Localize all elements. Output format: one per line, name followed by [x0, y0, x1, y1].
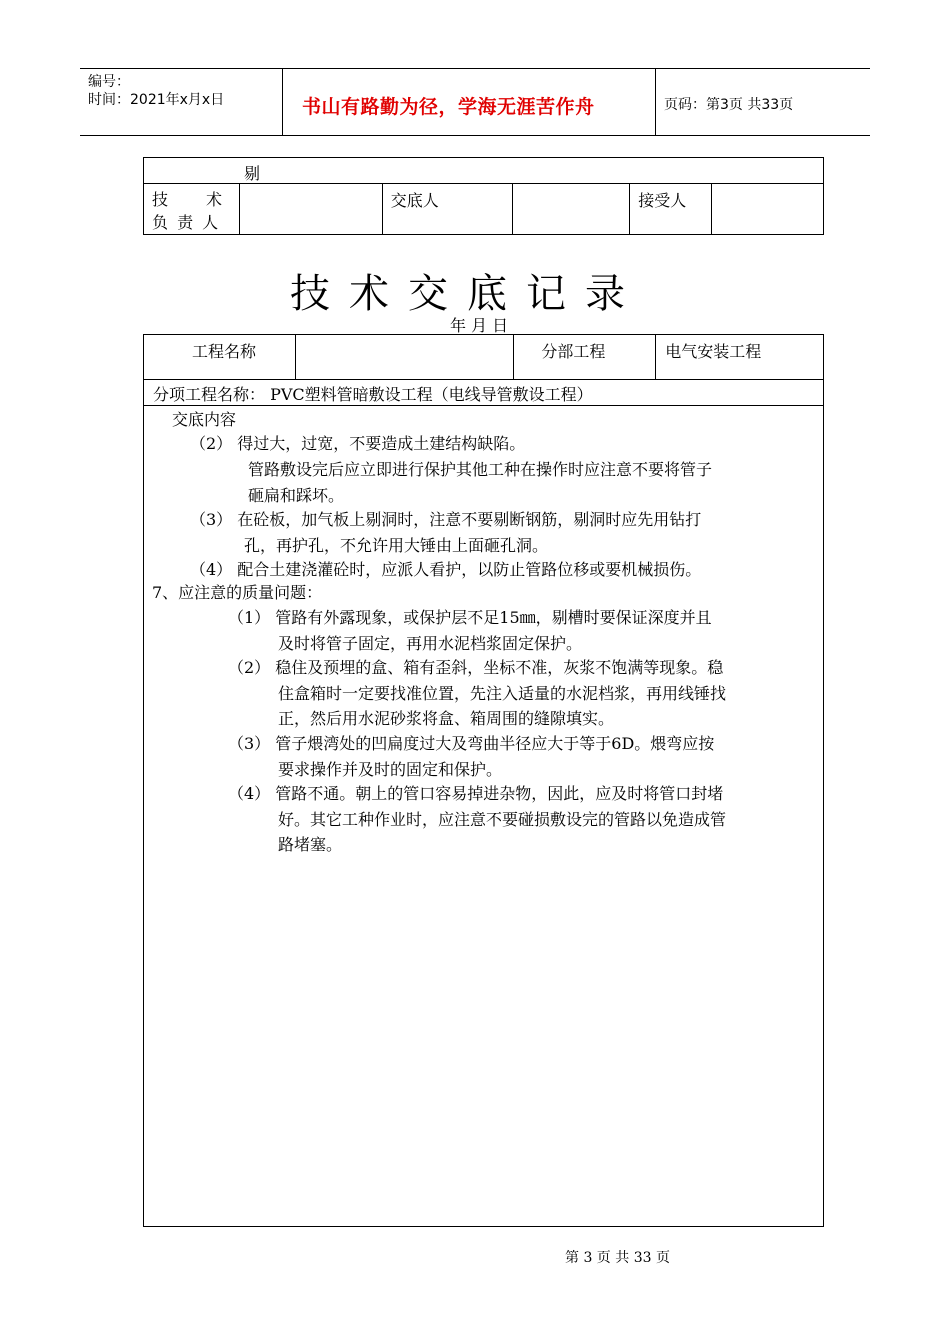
quality-issues-heading: 7、应注意的质量问题： [152, 583, 323, 602]
header-top-rule [80, 68, 870, 69]
item-name-row [144, 380, 824, 406]
content-line: （1） 管路有外露现象，或保护层不足15㎜，剔槽时要保证深度并且 [228, 608, 712, 627]
header-divider [655, 68, 656, 136]
content-line: （2） 稳住及预埋的盒、箱有歪斜，坐标不准，灰浆不饱满等现象。稳 [228, 658, 724, 677]
tech-responsible-label-cell [144, 184, 240, 235]
receiver-label-cell [630, 184, 712, 235]
sub-project-value: 电气安装工程 [665, 342, 762, 361]
receiver-label: 接受人 [638, 191, 687, 210]
content-line: 路堵塞。 [278, 835, 343, 854]
document-title: 技术交底记录 [290, 271, 644, 317]
date-line: 年 月 日 [450, 316, 509, 335]
sub-project-value-cell [656, 335, 824, 380]
header-time-label: 时间：2021年x月x日 [88, 92, 225, 108]
content-line: 正，然后用水泥砂浆将盒、箱周围的缝隙填实。 [278, 709, 615, 728]
content-line: （3） 管子煨湾处的凹扁度过大及弯曲半径应大于等于6D。煨弯应按 [228, 734, 715, 753]
handover-value [512, 184, 630, 235]
header-bottom-rule [80, 135, 870, 136]
content-line: 管路敷设完后应立即进行保护其他工种在操作时应注意不要将管子 [248, 460, 713, 479]
item-name-label: 分项工程名称： PVC塑料管暗敷设工程（电线导管敷设工程） [153, 385, 593, 404]
content-line: 要求操作并及时的固定和保护。 [278, 760, 503, 779]
content-line: 及时将管子固定，再用水泥档浆固定保护。 [278, 634, 583, 653]
sub-project-label-cell [514, 335, 656, 380]
content-line: 住盒箱时一定要找准位置，先注入适量的水泥档浆，再用线锤找 [278, 684, 727, 703]
header-page-info: 页码：第3页 共33页 [664, 97, 794, 113]
project-name-value [295, 335, 514, 380]
signature-table [143, 157, 824, 235]
header-code-label: 编号： [88, 74, 130, 90]
handover-label: 交底人 [390, 191, 439, 210]
tech-responsible-label: 负 责 人 [152, 213, 221, 232]
sub-project-label: 分部工程 [541, 342, 606, 361]
project-name-label-cell [144, 335, 296, 380]
content-line: （4） 配合土建浇灌砼时，应派人看护，以防止管路位移或要机械损伤。 [190, 560, 702, 579]
header-divider [282, 68, 283, 136]
content-line: （3） 在砼板，加气板上剔洞时，注意不要剔断钢筋，剔洞时应先用钻打 [190, 510, 702, 529]
content-heading: 交底内容 [172, 410, 237, 429]
content-line: 砸扁和踩坏。 [248, 486, 345, 505]
continuation-text: 剔 [244, 164, 261, 183]
handover-label-cell [382, 184, 512, 235]
content-line: （4） 管路不通。朝上的管口容易掉进杂物，因此，应及时将管口封堵 [228, 784, 724, 803]
content-line: 孔，再护孔，不允许用大锤由上面砸孔洞。 [244, 536, 549, 555]
header-motto: 书山有路勤为径，学海无涯苦作舟 [302, 96, 595, 118]
content-line: 好。其它工种作业时，应注意不要碰损敷设完的管路以免造成管 [278, 810, 727, 829]
page-footer: 第 3 页 共 33 页 [565, 1250, 670, 1266]
tech-responsible-value [239, 184, 382, 235]
content-line: （2） 得过大，过宽，不要造成土建结构缺陷。 [190, 434, 526, 453]
project-name-label: 工程名称 [192, 342, 257, 361]
receiver-value [712, 184, 824, 235]
continuation-row [144, 158, 824, 184]
tech-responsible-label: 技 术 [152, 190, 225, 209]
